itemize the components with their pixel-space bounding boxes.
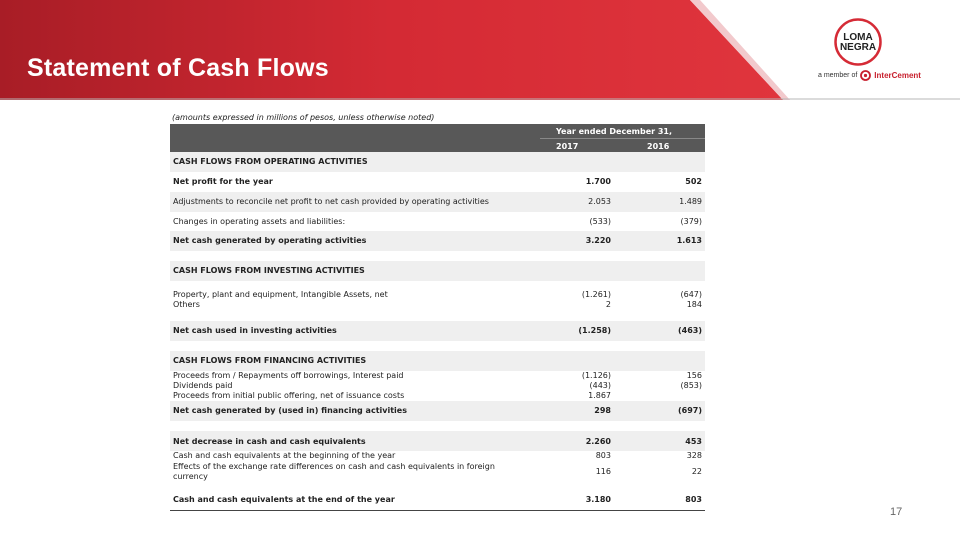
member-prefix: a member of — [818, 72, 858, 79]
table-row: Others 2 184 — [173, 300, 702, 309]
table-row: Proceeds from initial public offering, net of issuance costs 1.867 — [173, 391, 611, 400]
page-number: 17 — [890, 506, 903, 518]
spacer — [170, 341, 705, 351]
loma-negra-logo — [834, 18, 882, 66]
table-row: Cash and cash equivalents at the beginning of the year 803 328 — [173, 451, 702, 460]
table-row: Adjustments to reconcile net profit to net cash provided by operating activities 2.053 1.489 — [170, 192, 705, 212]
table-row: Property, plant and equipment, Intangible Assets, net (1.261) (647) — [173, 290, 702, 299]
table-row: Effects of the exchange rate differences on cash and cash equivalents in foreign currency 116 22 — [173, 462, 702, 481]
subtotal-operating: Net cash generated by operating activities 3.220 1.613 — [170, 231, 705, 251]
table-bottom-rule — [170, 510, 705, 511]
ending-balance-row: Cash and cash equivalents at the end of the year 3.180 803 — [173, 495, 702, 504]
member-of-badge — [818, 70, 921, 81]
logo-text-line2: NEGRA — [839, 42, 877, 53]
member-brand: InterCement — [874, 71, 921, 80]
table-row: Changes in operating assets and liabilities: (533) (379) — [173, 217, 702, 226]
net-change-row: Net decrease in cash and cash equivalents 2.260 453 — [170, 431, 705, 451]
amounts-note: (amounts expressed in millions of pesos, unless otherwise noted) — [172, 113, 435, 122]
year-2016-header: 2016 — [647, 142, 670, 151]
header-banner — [0, 0, 960, 100]
year-2017-header: 2017 — [556, 142, 579, 151]
spacer-row — [170, 281, 705, 290]
table-header — [170, 124, 705, 152]
intercement-icon — [860, 70, 871, 81]
table-row: Net profit for the year 1.700 502 — [173, 177, 702, 186]
cash-flow-table — [170, 124, 705, 507]
table-row: Dividends paid (443) (853) — [173, 381, 702, 390]
section-investing: CASH FLOWS FROM INVESTING ACTIVITIES — [170, 261, 705, 281]
logo-text-line1: LOMA — [843, 32, 873, 43]
header-divider — [540, 138, 705, 139]
spacer — [170, 251, 705, 261]
spacer — [170, 421, 705, 431]
page-title: Statement of Cash Flows — [27, 54, 329, 82]
section-operating: CASH FLOWS FROM OPERATING ACTIVITIES — [170, 152, 705, 172]
table-row: Proceeds from / Repayments off borrowings, Interest paid (1.126) 156 — [173, 371, 702, 380]
section-financing: CASH FLOWS FROM FINANCING ACTIVITIES — [170, 351, 705, 371]
period-header: Year ended December 31, — [556, 127, 673, 136]
subtotal-investing: Net cash used in investing activities (1.258) (463) — [170, 321, 705, 341]
spacer-row — [170, 483, 705, 493]
subtotal-financing: Net cash generated by (used in) financing activities 298 (697) — [170, 401, 705, 421]
